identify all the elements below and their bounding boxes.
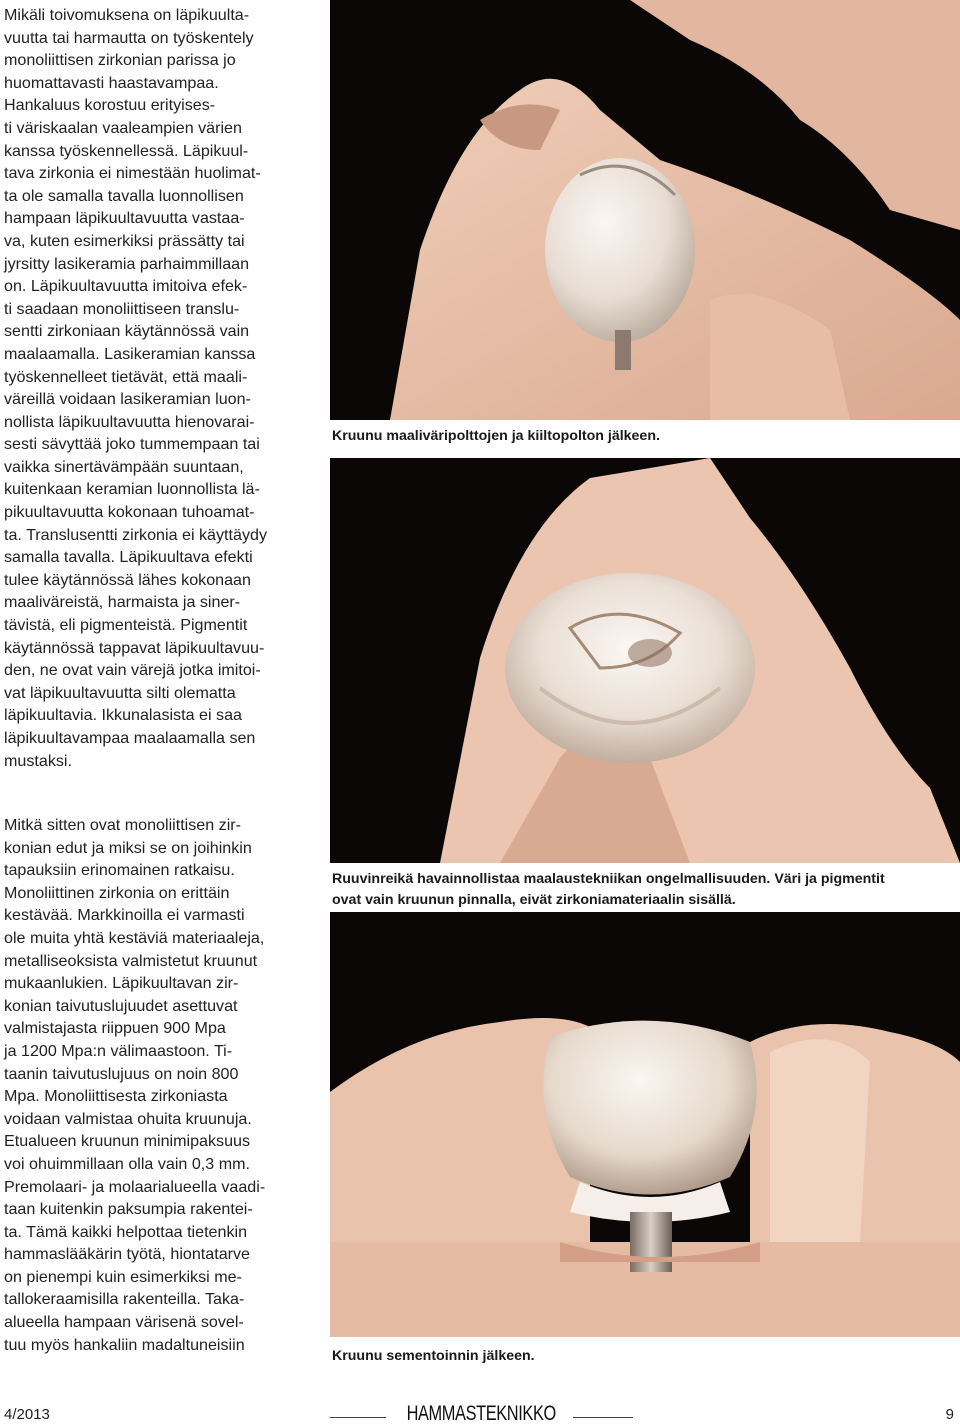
photo-screw-hole-crown xyxy=(330,458,960,863)
caption-photo-3: Kruunu sementoinnin jälkeen. xyxy=(332,1348,535,1364)
footer-rule-right xyxy=(573,1417,633,1418)
magazine-name: HAMMASTEKNIKKO xyxy=(406,1402,556,1425)
paragraph-2-text: Mitkä sitten ovat monoliittisen zir- konian edut ja miksi se on joihinkin tapauksiin erinomainen ratkaisu. Monoliittinen zirkonia on erittäin kestävää. Markkinoilla ei varmasti ole muita yhtä kestäviä materiaaleja, metalliseoksista valmistetut kruunut mukaanlukien. Läpikuultavan zir- konian taivutuslujuudet asettuvat valmistajasta riippuen 900 Mpa ja 1200 Mpa:n välimaastoon. Ti- taanin taivutuslujuus on noin 800 Mpa. Monoliittisesta zirkoniasta voidaan valmistaa ohuita kruunuja. Etualueen kruunun minimipaksuus voi ohuimmillaan olla vain 0,3 mm. Premolaari- ja molaarialueella vaadi- taan kuitenkin paksumpia rakentei- ta. Tämä kaikki helpottaa tietenkin hammaslääkärin työtä, hiontatarve on pienempi kuin esimerkiksi me- tallokeraamisilla rakenteilla. Taka- alueella hampaan värisenä sovel- tuu myös hankaliin madaltuneisiin xyxy=(4,816,266,1354)
page-footer xyxy=(0,1398,960,1427)
page-number: 9 xyxy=(945,1406,954,1423)
article-paragraph-2 xyxy=(4,814,304,1356)
photo-3-illustration xyxy=(330,912,960,1337)
footer-rule-left xyxy=(330,1417,386,1418)
caption-photo-1: Kruunu maaliväripolttojen ja kiiltopolton jälkeen. xyxy=(332,428,660,444)
photo-crown-after-glaze xyxy=(330,0,960,420)
photo-1-illustration xyxy=(330,0,960,420)
article-paragraph-1 xyxy=(4,4,304,772)
paragraph-1-text: Mikäli toivomuksena on läpikuulta- vuutta tai harmautta on työskentely monoliittisen zirkonian parissa jo huomattavasti haastavampaa. Hankaluus korostuu erityises- ti väriskaalan vaaleampien värien kanssa työskennellessä. Läpikuul- tava zirkonia ei nimestään huolimat- ta ole samalla tavalla luonnollisen hampaan läpikuultavuutta vastaa- va, kuten esimerkiksi prässätty tai jyrsitty lasikeramia parhaimmillaan on. Läpikuultavuutta imitoiva efek- ti saadaan monoliittiseen translu- sentti zirkoniaan käytännössä vain maalaamalla. Lasikeramian kanssa työskennelleet tietävät, että maali- väreillä voidaan lasikeramian luon- nollista läpikuultavuutta hienovarai- sesti sävyttää joko tummempaan tai vaikka sinertävämpään suuntaan, kuitenkaan keramian luonnollista lä- pikuultavuutta kokonaan tuhoamat- ta. Translusentti zirkonia ei käyttäydy samalla tavalla. Läpikuultava efekti tulee käytännössä lähes kokonaan maaliväreistä, harmaista ja siner- tävistä, eli pigmenteistä. Pigmentit käytännössä tappavat läpikuultavuu- den, ne ovat vain värejä jotka imitoi- vat läpikuultavuutta silti olematta läpikuultavia. Ikkunalasista ei saa läpikuultavampaa maalaamalla sen mustaksi. xyxy=(4,6,267,770)
photo-2-illustration xyxy=(330,458,960,863)
issue-number: 4/2013 xyxy=(4,1406,50,1423)
caption-photo-2: Ruuvinreikä havainnollistaa maalaustekniikan ongelmallisuuden. Väri ja pigmentit ovat vain kruunun pinnalla, eivät zirkoniamateriaalin sisällä. xyxy=(332,871,885,908)
photo-crown-after-cementing xyxy=(330,912,960,1337)
